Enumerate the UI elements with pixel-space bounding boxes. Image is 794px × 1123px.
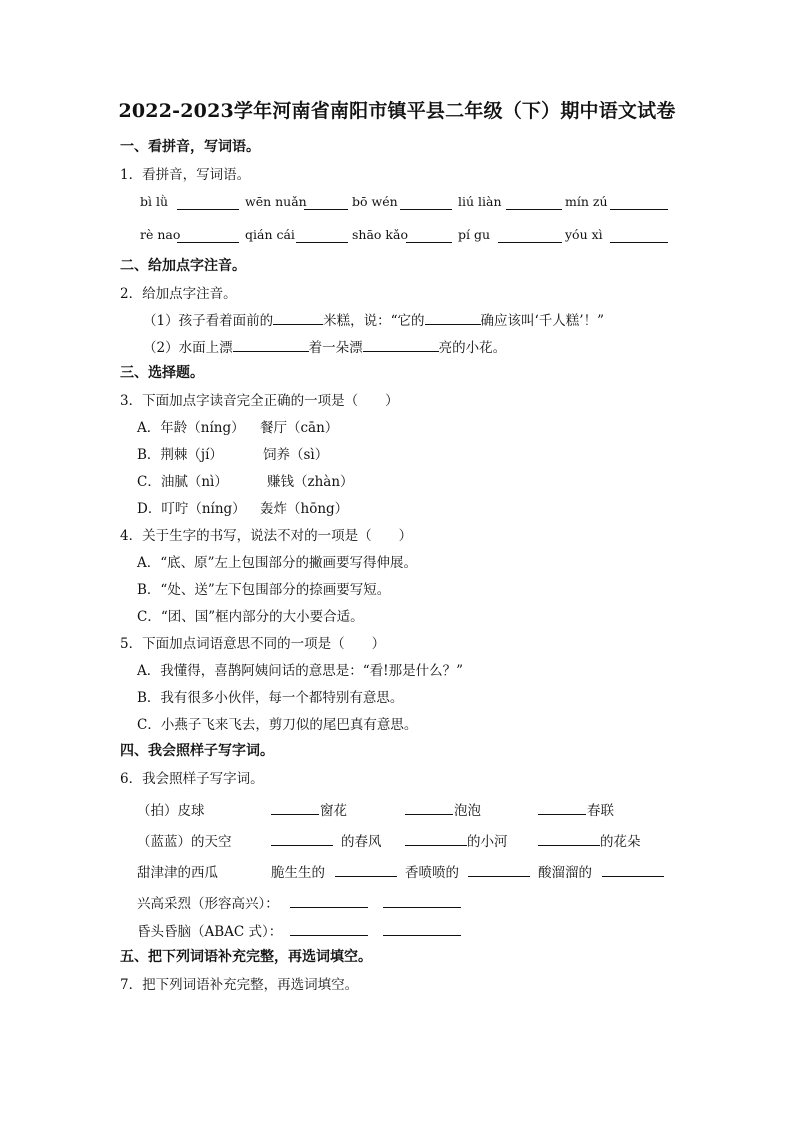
- answer-blank[interactable]: [602, 863, 664, 877]
- answer-blank[interactable]: [363, 338, 439, 352]
- q3-option-b-2: 饲养（sì）: [263, 447, 329, 463]
- pinyin-9: pí gu: [458, 227, 491, 242]
- example-word: 甜津津的西瓜: [137, 865, 218, 881]
- section-5-heading: 五、把下列词语补充完整，再选词填空。: [120, 949, 372, 965]
- pinyin-6: rè nao: [140, 227, 181, 242]
- answer-blank[interactable]: [335, 863, 397, 877]
- answer-blank[interactable]: [405, 832, 467, 846]
- word-item: 的春风: [341, 834, 382, 850]
- q2-text: （2）水面上漂: [143, 340, 233, 356]
- section-4-heading: 四、我会照样子写字词。: [120, 743, 274, 759]
- answer-blank[interactable]: [233, 338, 309, 352]
- answer-blank[interactable]: [610, 196, 668, 210]
- answer-blank[interactable]: [383, 922, 461, 936]
- q3-option-a-2: 餐厅（cān）: [260, 420, 339, 436]
- answer-blank[interactable]: [271, 801, 319, 815]
- section-3-heading: 三、选择题。: [120, 365, 204, 381]
- word-item: 的花朵: [600, 834, 641, 850]
- exam-title: 2022-2023学年河南省南阳市镇平县二年级（下）期中语文试卷: [118, 100, 676, 122]
- q5-option-a[interactable]: A．我懂得，喜鹊阿姨问话的意思是：“看!那是什么？”: [137, 663, 463, 679]
- idiom-prompt: 昏头昏脑（ABAC 式）：: [137, 924, 283, 940]
- q4-option-a[interactable]: A．“底、原”左上包围部分的撇画要写得伸展。: [137, 555, 418, 571]
- word-item: 香喷喷的: [405, 865, 459, 881]
- q2-text: （1）孩子看着面前的: [143, 313, 274, 329]
- q4-option-c[interactable]: C．“团、国”框内部分的大小要合适。: [137, 609, 364, 625]
- pinyin-10: yóu xì: [565, 227, 603, 242]
- pinyin-3: bō wén: [352, 194, 398, 209]
- answer-blank[interactable]: [425, 311, 481, 325]
- answer-blank[interactable]: [610, 229, 668, 243]
- answer-blank[interactable]: [304, 196, 348, 210]
- word-item: 泡泡: [454, 803, 481, 819]
- pinyin-1: bì lǜ: [140, 194, 169, 209]
- pinyin-7: qián cái: [245, 227, 295, 242]
- word-item: 的小河: [467, 834, 508, 850]
- answer-blank[interactable]: [383, 894, 461, 908]
- answer-blank[interactable]: [290, 922, 368, 936]
- idiom-prompt: 兴高采烈（形容高兴）：: [137, 896, 279, 912]
- pinyin-8: shāo kǎo: [352, 227, 408, 242]
- question-4: 4．关于生字的书写，说法不对的一项是（ ）: [120, 528, 413, 544]
- question-7: 7．把下列词语补充完整，再选词填空。: [120, 977, 359, 993]
- answer-blank[interactable]: [271, 832, 333, 846]
- answer-blank[interactable]: [400, 196, 452, 210]
- answer-blank[interactable]: [405, 801, 453, 815]
- q2-text: 亮的小花。: [438, 340, 507, 356]
- answer-blank[interactable]: [177, 229, 239, 243]
- q2-text: 确应该叫‘千人糕’！”: [480, 313, 604, 329]
- answer-blank[interactable]: [498, 229, 562, 243]
- answer-blank[interactable]: [468, 863, 530, 877]
- q2-text: 着一朵漂: [308, 340, 363, 356]
- q3-option-c[interactable]: C．油腻（nì）: [137, 474, 228, 490]
- pinyin-5: mín zú: [565, 194, 608, 209]
- example-word: （拍）皮球: [137, 803, 205, 819]
- answer-blank[interactable]: [506, 196, 562, 210]
- answer-blank[interactable]: [273, 311, 323, 325]
- q4-option-b[interactable]: B．“处、送”左下包围部分的捺画要写短。: [137, 582, 391, 598]
- q2-text: 米糕，说：“它的: [323, 313, 425, 329]
- q5-option-b[interactable]: B．我有很多小伙伴，每一个都特别有意思。: [137, 690, 404, 706]
- answer-blank[interactable]: [538, 832, 600, 846]
- section-2-heading: 二、给加点字注音。: [120, 258, 246, 274]
- question-5: 5．下面加点词语意思不同的一项是（ ）: [120, 636, 386, 652]
- question-2: 2．给加点字注音。: [120, 286, 237, 302]
- q5-option-c[interactable]: C．小燕子飞来飞去，剪刀似的尾巴真有意思。: [137, 717, 418, 733]
- pinyin-2: wēn nuǎn: [245, 194, 307, 209]
- word-item: 窗花: [320, 803, 347, 819]
- answer-blank[interactable]: [290, 894, 368, 908]
- example-word: （蓝蓝）的天空: [137, 834, 232, 850]
- question-2-line-1: [143, 309, 604, 329]
- word-item: 脆生生的: [271, 865, 325, 881]
- q3-option-d[interactable]: D．叮咛（níng）: [137, 501, 246, 517]
- answer-blank[interactable]: [538, 801, 586, 815]
- question-6: 6．我会照样子写字词。: [120, 771, 264, 787]
- pinyin-4: liú liàn: [458, 194, 502, 209]
- question-1: 1．看拼音，写词语。: [120, 167, 251, 183]
- section-1-heading: 一、看拼音，写词语。: [120, 139, 260, 155]
- word-item: 酸溜溜的: [538, 865, 592, 881]
- q3-option-b[interactable]: B．荆棘（jí）: [137, 447, 223, 463]
- question-3: 3．下面加点字读音完全正确的一项是（ ）: [120, 393, 399, 409]
- answer-blank[interactable]: [177, 196, 239, 210]
- answer-blank[interactable]: [406, 229, 452, 243]
- q3-option-a[interactable]: A．年龄（níng）: [137, 420, 245, 436]
- q3-option-d-2: 轰炸（hōng）: [260, 501, 349, 517]
- answer-blank[interactable]: [296, 229, 348, 243]
- word-item: 春联: [587, 803, 614, 819]
- q3-option-c-2: 赚钱（zhàn）: [267, 474, 354, 490]
- question-2-line-2: [143, 336, 506, 356]
